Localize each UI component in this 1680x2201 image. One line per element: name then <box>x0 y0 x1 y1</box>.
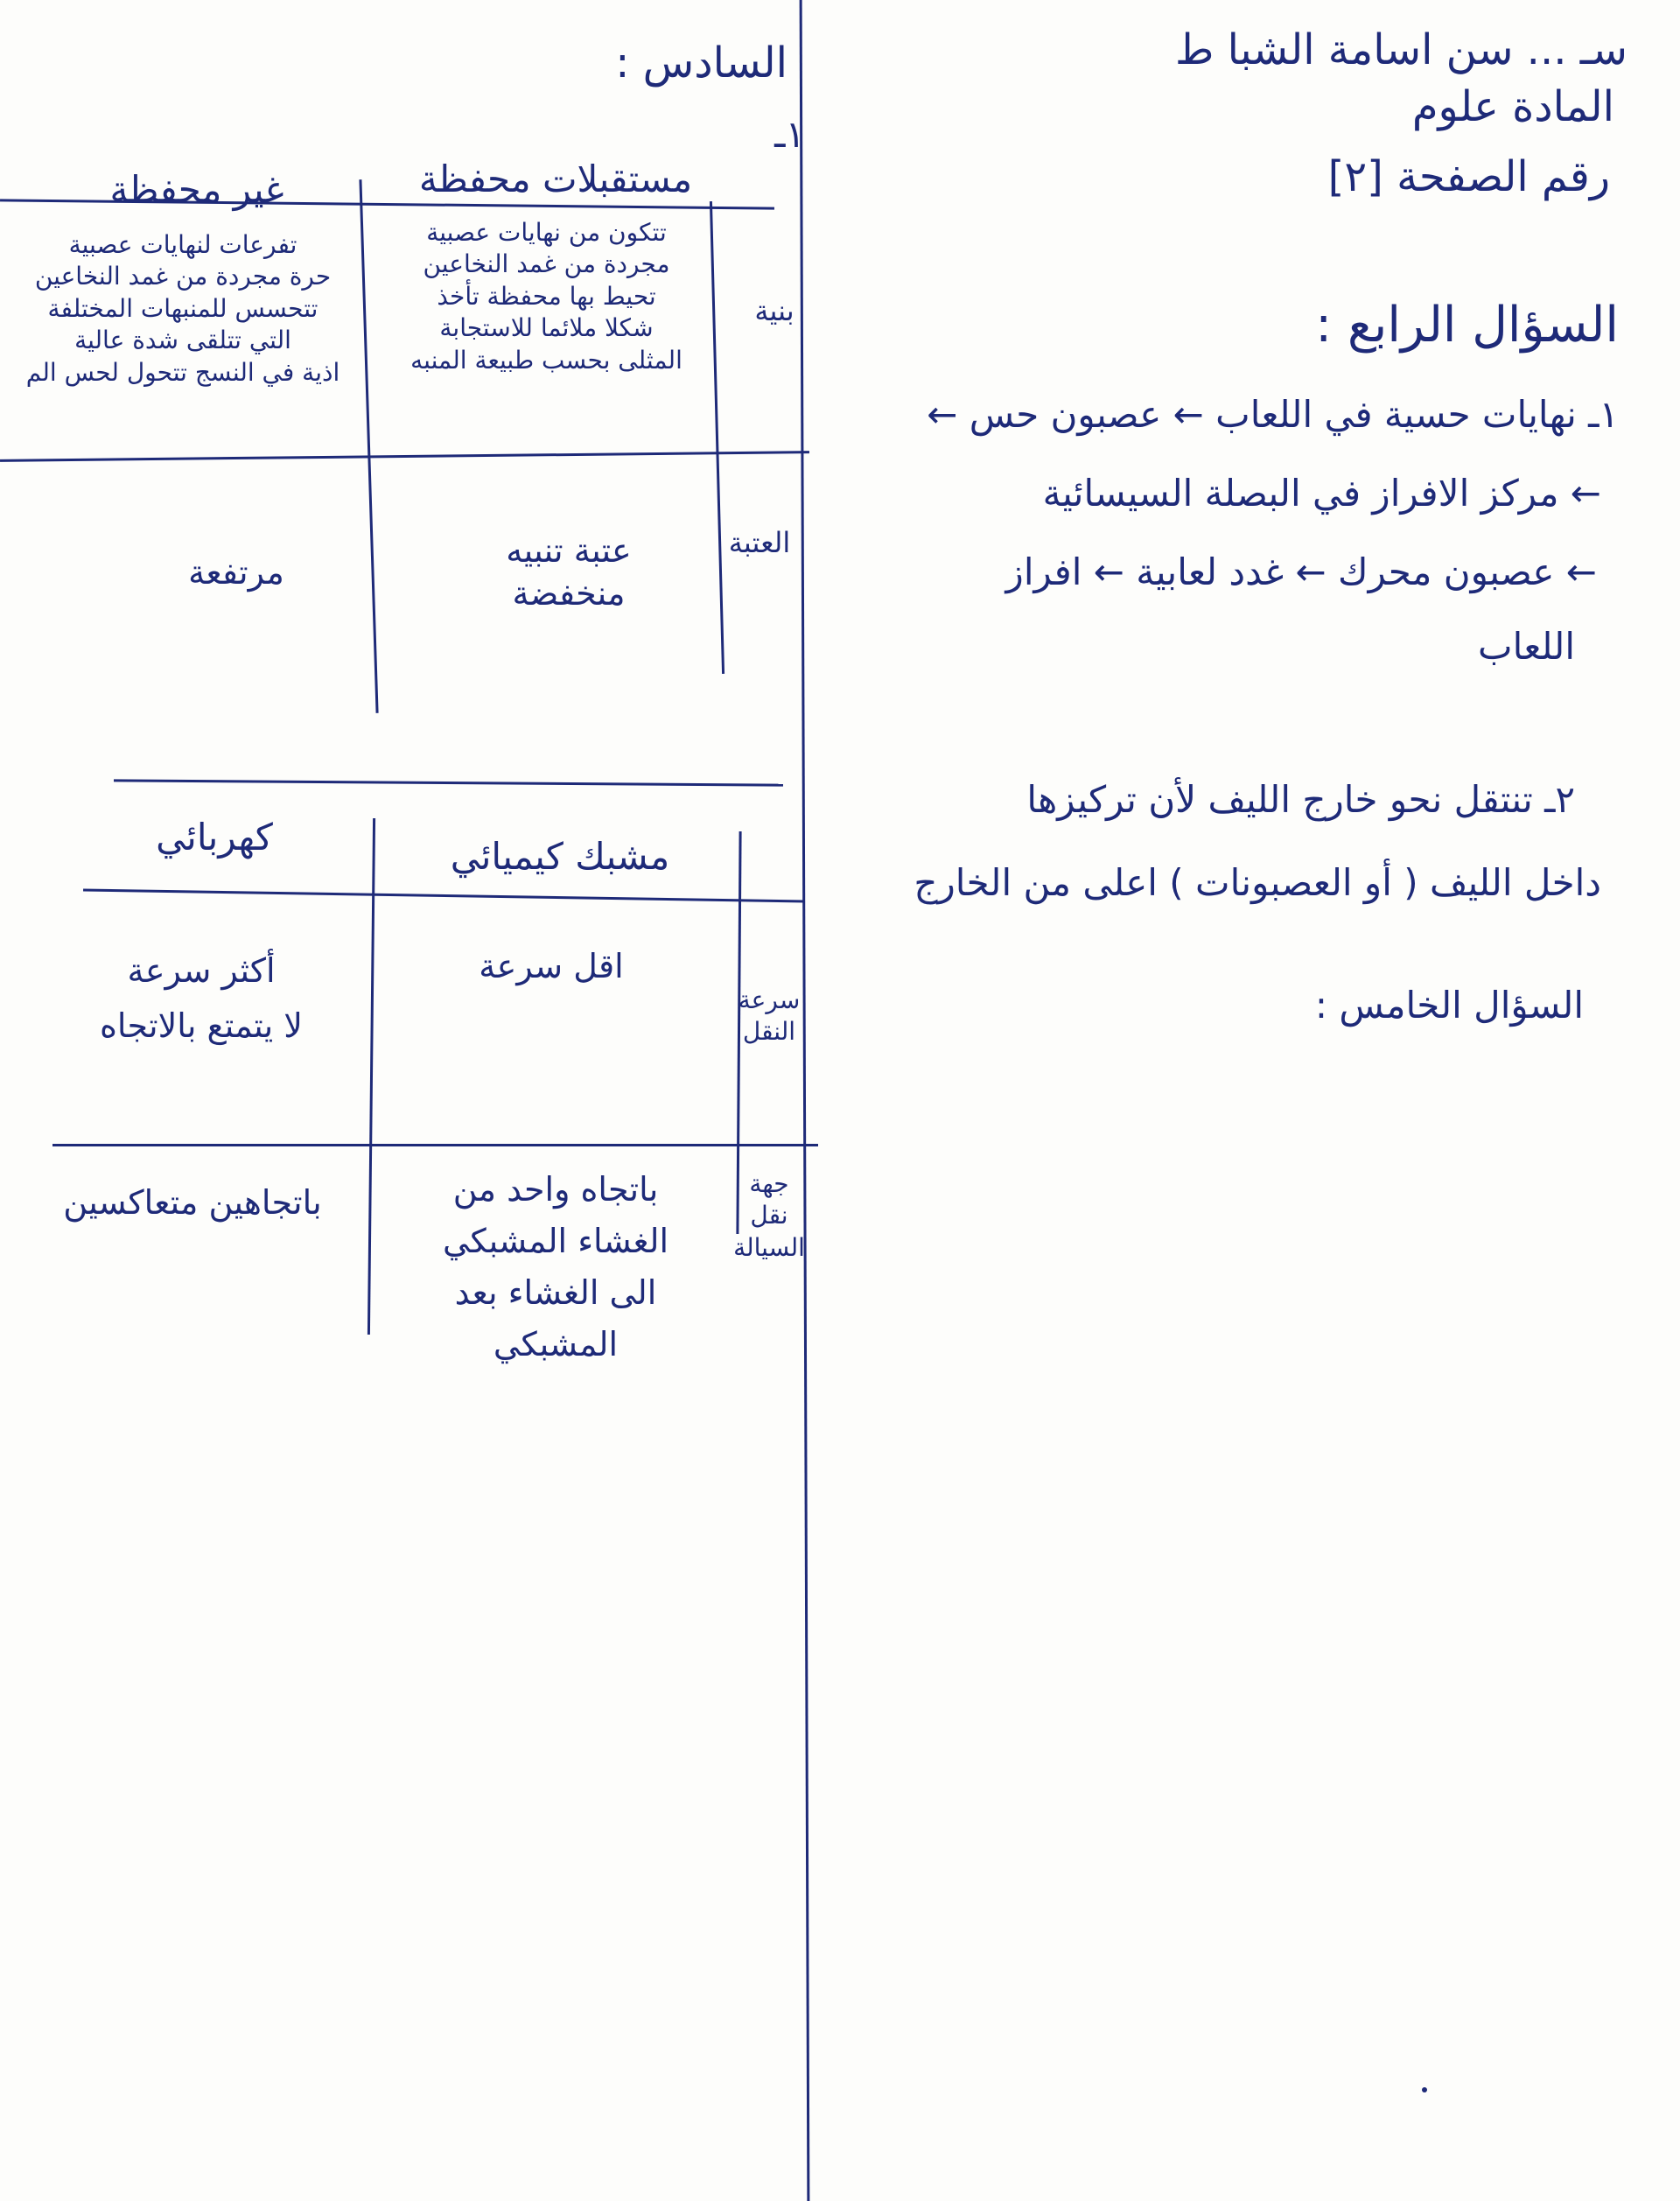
subject-label: المادة علوم <box>1411 82 1614 131</box>
q4-b-line: ٢ـ تنتقل نحو خارج الليف لأن تركيزها <box>1026 778 1575 821</box>
table2-cell-chemical-direction: باتجاه واحد من الغشاء المشبكي الى الغشاء بعد المشبكي <box>442 1170 669 1363</box>
q6-item-number: ١ـ <box>774 113 805 156</box>
table1-cell-encapsulated-structure: تتكون من نهايات عصبية مجردة من غمد النخاعين تحيط بها محفظة تأخذ شكلا ملائما للاستجابة المثلى بحسب طبيعة المنبه <box>410 218 682 375</box>
page-number: رقم الصفحة [٢] <box>1327 152 1610 201</box>
table1-row-label-structure: بنية <box>754 294 794 327</box>
q4-b-line: داخل الليف ( أو العصبونات ) اعلى من الخارج <box>914 861 1601 904</box>
q4-a-line: ١ـ نهايات حسية في اللعاب ← عصبون حس ← <box>927 393 1619 436</box>
table1-cell-free-threshold: مرتفعة <box>188 553 284 592</box>
ink-dot <box>1422 2087 1427 2092</box>
page-divider <box>800 0 810 2201</box>
table2-row-label-speed: سرعة النقل <box>738 985 801 1047</box>
table2-header-chemical: مشبك كيميائي <box>450 835 670 878</box>
table2-cell-electrical-speed: أكثر سرعة لا يتمتع بالاتجاه <box>100 951 303 1046</box>
table2-header-electrical: كهربائي <box>156 816 273 859</box>
q4-a-line: ← عصبون محرك ← غدد لعابية ← افراز <box>1005 550 1597 593</box>
q4-a-line: ← مركز الافراز في البصلة السيسائية <box>1042 472 1601 515</box>
q4-a-line: اللعاب <box>1478 625 1575 668</box>
table1-header-free: غير محفظة <box>109 168 284 211</box>
q4-title: السؤال الرابع : <box>1315 297 1619 354</box>
table1-cell-encapsulated-threshold: عتبة تنبيه منخفضة <box>506 531 632 613</box>
table1-row-label-threshold: العتبة <box>728 526 791 559</box>
table2-row-label-direction: جهة نقل السيالة <box>733 1169 805 1262</box>
table2-row-line <box>52 1144 818 1146</box>
q5-title: السؤال الخامس : <box>1314 984 1584 1027</box>
table2-cell-electrical-direction: باتجاهين متعاكسين <box>63 1183 322 1222</box>
table1-cell-free-structure: تفرعات لنهايات عصبية حرة مجردة من غمد النخاعين تتحسس للمنبهات المختلفة التي تتلقى شدة عالية اذية في النسج تتحول لحس الم <box>25 230 340 387</box>
table2-header-line <box>83 889 805 903</box>
table2-top-line <box>114 779 783 786</box>
q6-title: السادس : <box>615 39 788 88</box>
table1-header-encapsulated: مستقبلات محفظة <box>418 158 693 200</box>
student-name: سـ ... سن اسامة الشبا ط <box>1174 25 1628 74</box>
table2-cell-chemical-speed: اقل سرعة <box>479 947 624 985</box>
table1-row-line <box>0 451 809 462</box>
